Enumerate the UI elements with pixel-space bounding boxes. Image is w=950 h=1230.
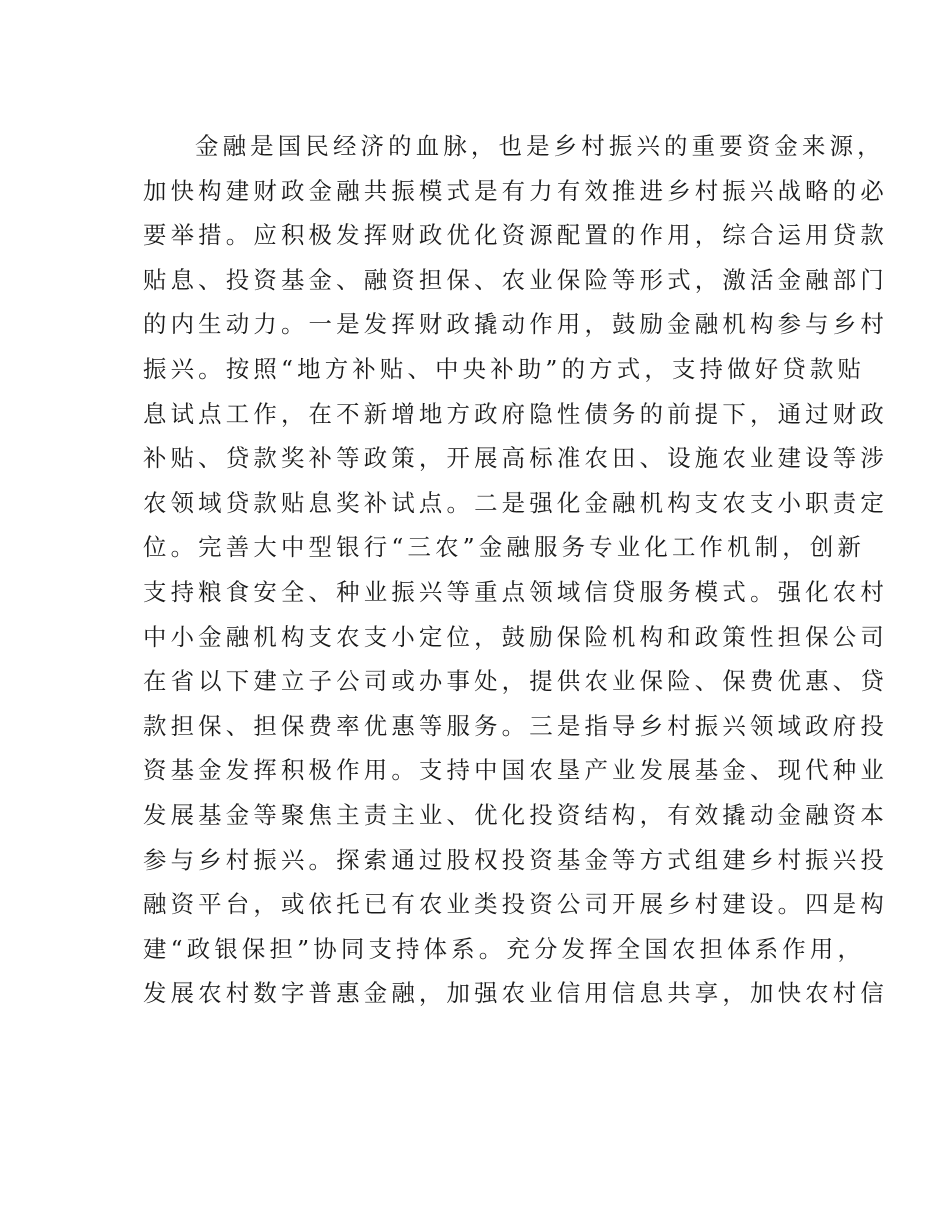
paragraph-line: 中小金融机构支农支小定位，鼓励保险机构和政策性担保公司 <box>143 622 888 651</box>
paragraph-line: 的内生动力。一是发挥财政撬动作用，鼓励金融机构参与乡村 <box>143 310 888 339</box>
paragraph-line: 在省以下建立子公司或办事处，提供农业保险、保费优惠、贷 <box>143 667 888 696</box>
paragraph-line: 参与乡村振兴。探索通过股权投资基金等方式组建乡村振兴投 <box>143 845 888 874</box>
paragraph-line: 金融是国民经济的血脉，也是乡村振兴的重要资金来源， <box>195 132 885 160</box>
paragraph-line: 支持粮食安全、种业振兴等重点领域信贷服务模式。强化农村 <box>143 577 888 606</box>
body-paragraph <box>143 124 888 1016</box>
paragraph-line: 要举措。应积极发挥财政优化资源配置的作用，综合运用贷款 <box>143 221 888 250</box>
paragraph-line: 补贴、贷款奖补等政策，开展高标准农田、设施农业建设等涉 <box>143 444 888 473</box>
paragraph-line: 农领域贷款贴息奖补试点。二是强化金融机构支农支小职责定 <box>143 488 888 517</box>
paragraph-line: 位。完善大中型银行“三农”金融服务专业化工作机制，创新 <box>143 533 866 562</box>
paragraph-line: 发展农村数字普惠金融，加强农业信用信息共享，加快农村信 <box>143 979 888 1008</box>
paragraph-line: 资基金发挥积极作用。支持中国农垦产业发展基金、现代种业 <box>143 756 888 785</box>
paragraph-line: 贴息、投资基金、融资担保、农业保险等形式，激活金融部门 <box>143 265 888 294</box>
paragraph-line: 款担保、担保费率优惠等服务。三是指导乡村振兴领域政府投 <box>143 711 888 740</box>
paragraph-line: 息试点工作，在不新增地方政府隐性债务的前提下，通过财政 <box>143 399 888 428</box>
paragraph-line: 发展基金等聚焦主责主业、优化投资结构，有效撬动金融资本 <box>143 800 888 829</box>
paragraph-line: 建“政银保担”协同支持体系。充分发挥全国农担体系作用， <box>143 934 866 963</box>
paragraph-line: 融资平台，或依托已有农业类投资公司开展乡村建设。四是构 <box>143 890 888 919</box>
paragraph-line: 加快构建财政金融共振模式是有力有效推进乡村振兴战略的必 <box>143 176 888 205</box>
paragraph-line: 振兴。按照“地方补贴、中央补助”的方式，支持做好贷款贴 <box>143 354 866 383</box>
